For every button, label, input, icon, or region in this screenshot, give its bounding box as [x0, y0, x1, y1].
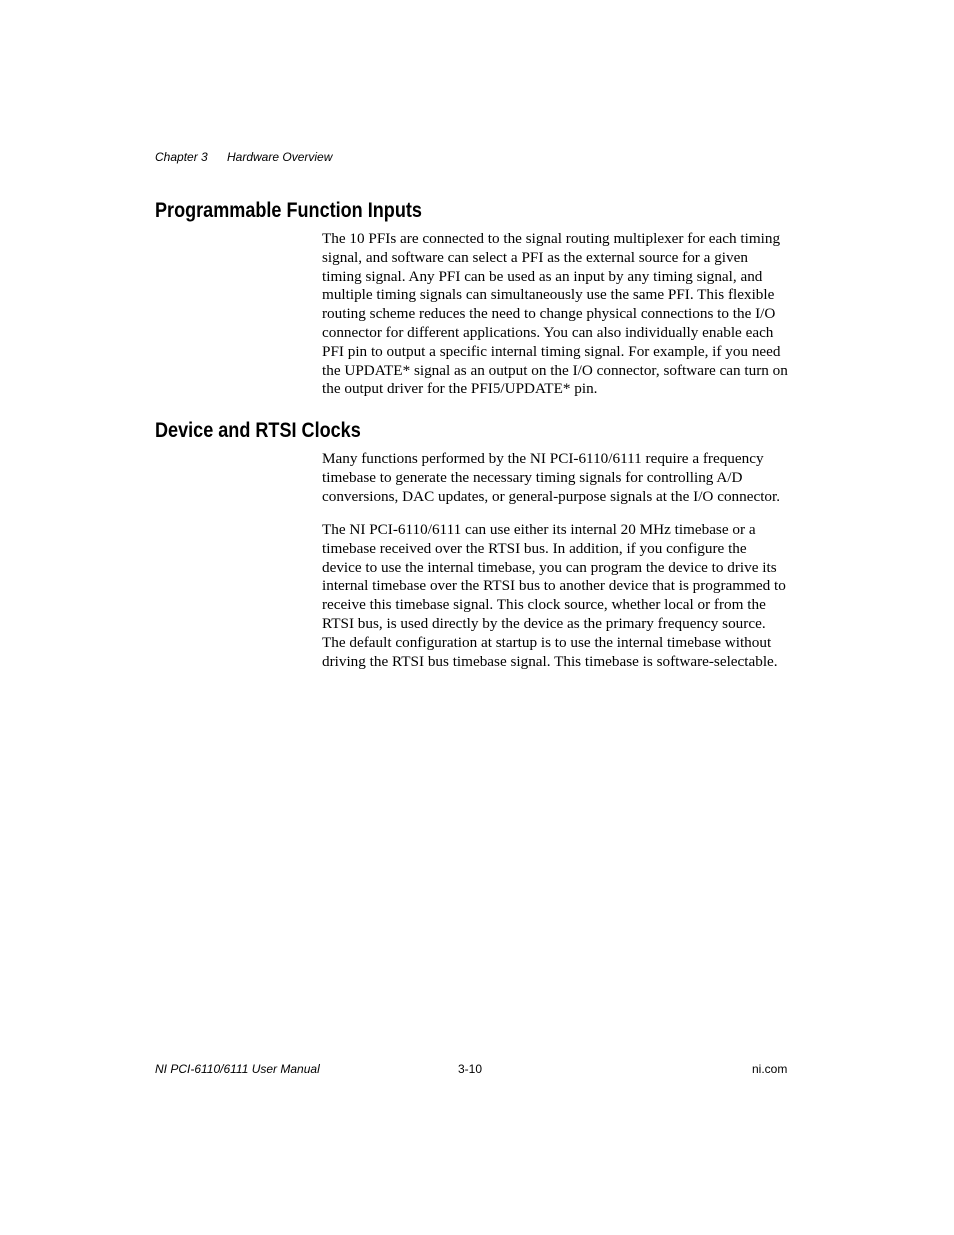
chapter-title: Hardware Overview: [227, 150, 333, 164]
footer-page-number: 3-10: [458, 1062, 483, 1076]
chapter-label: Chapter 3: [155, 150, 208, 164]
heading-device-rtsi-clocks: Device and RTSI Clocks: [155, 419, 361, 442]
paragraph-clocks-timebase: The NI PCI-6110/6111 can use either its internal 20 MHz timebase or a timebase received over the RTSI bus. In addition, if you configure the device to use the internal timebase, you can program the device to drive its internal timebase over the RTSI bus to another device that is programmed to receive this timebase signal. This clock source, whether local or from the RTSI bus, is used directly by the device as the primary frequency source. The default configuration at startup is to use the internal timebase without driving the RTSI bus timebase signal. This timebase is software-selectable.: [322, 521, 786, 670]
paragraph-clocks-intro: Many functions performed by the NI PCI-6110/6111 require a frequency timebase to generate the necessary timing signals for controlling A/D conversions, DAC updates, or general-purpose signals at the I/O connector.: [322, 450, 781, 505]
running-header: [155, 150, 332, 164]
footer-manual-title: NI PCI-6110/6111 User Manual: [155, 1062, 320, 1076]
footer-website: ni.com: [752, 1062, 788, 1076]
heading-programmable-function-inputs: Programmable Function Inputs: [155, 199, 422, 222]
paragraph-pfi: The 10 PFIs are connected to the signal routing multiplexer for each timing signal, and software can select a PFI as the external source for a given timing signal. Any PFI can be used as an input by any timing signal, and multiple timing signals can simultaneously use the same PFI. This flexible routing scheme reduces the need to change physical connections to the I/O connector for different applications. You can also individually enable each PFI pin to output a specific internal timing signal. For example, if you need the UPDATE* signal as an output on the I/O connector, software can turn on the output driver for the PFI5/UPDATE* pin.: [322, 230, 788, 398]
